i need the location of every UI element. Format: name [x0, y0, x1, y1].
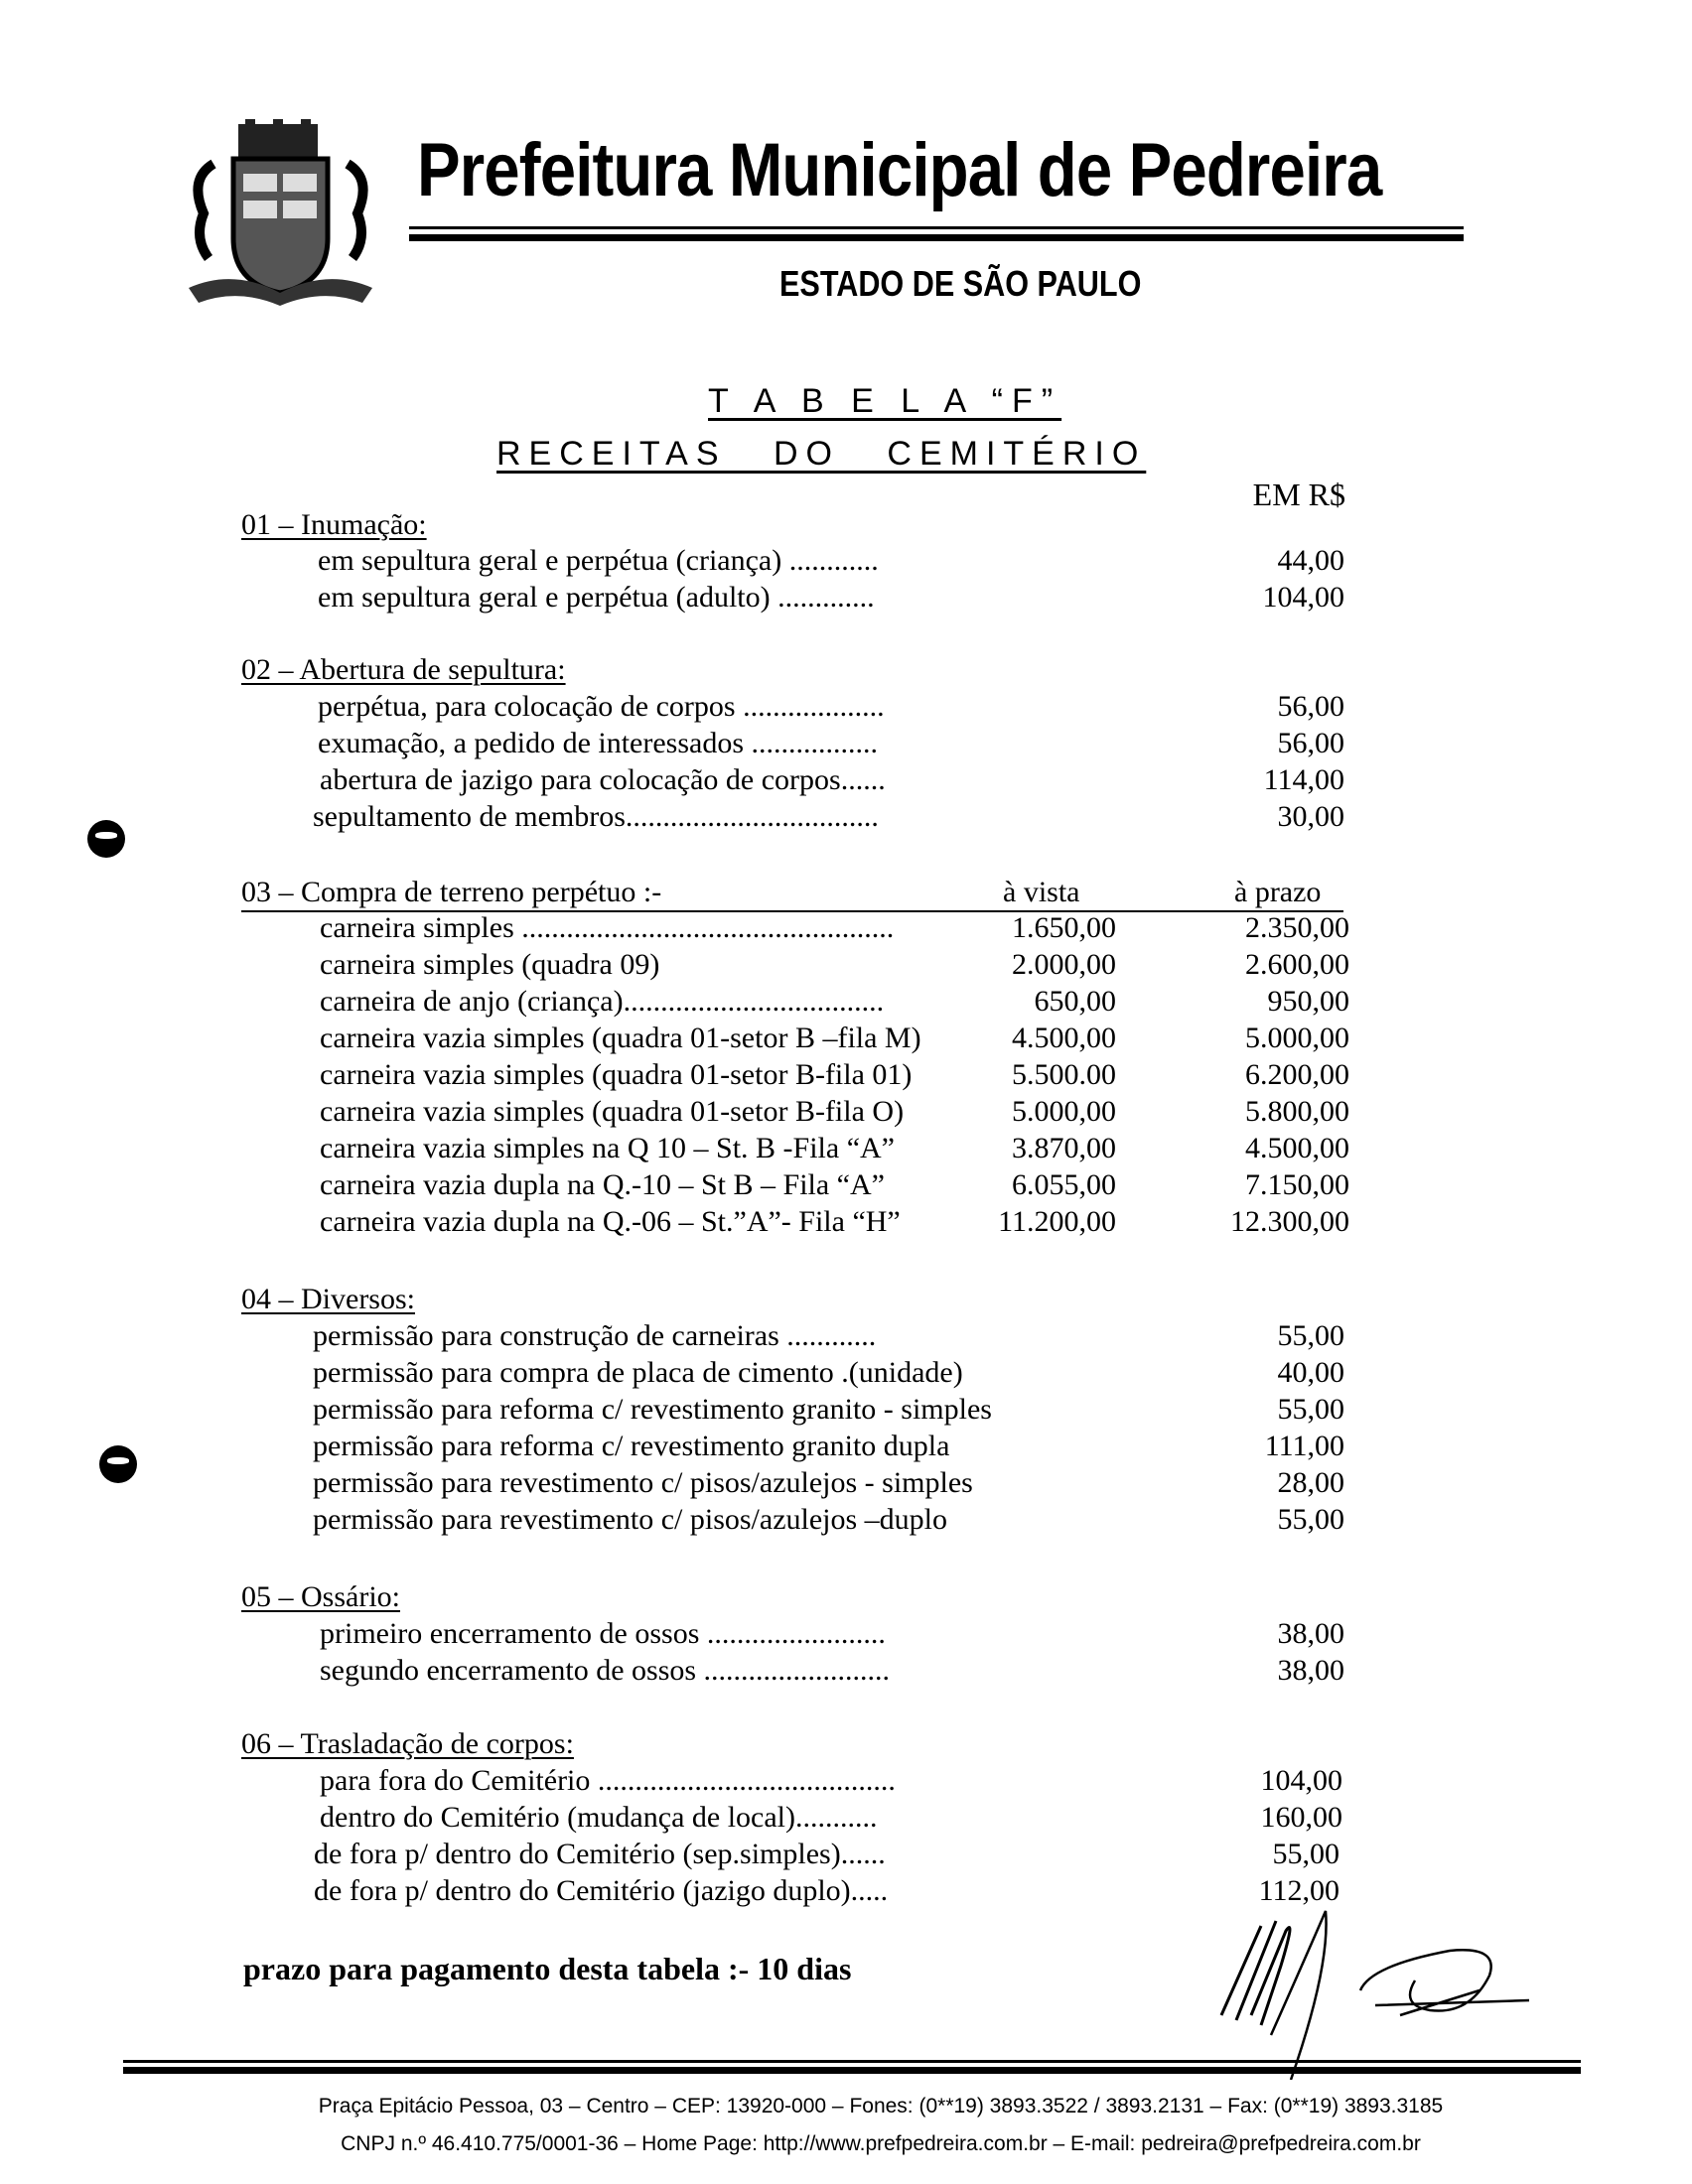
list-item: carneira vazia simples (quadra 01-setor B-fila 01) [320, 1058, 913, 1091]
list-item: em sepultura geral e perpétua (adulto) ............. [318, 581, 875, 614]
item-value-prazo: 950,00 [1267, 985, 1349, 1018]
item-value-prazo: 4.500,00 [1245, 1132, 1349, 1164]
item-value-prazo: 2.600,00 [1245, 948, 1349, 981]
section-heading-trasladacao: 06 – Trasladação de corpos: [241, 1727, 574, 1760]
item-value-vista: 4.500,00 [1012, 1022, 1116, 1054]
municipal-crest-icon [184, 119, 377, 308]
list-item: permissão para revestimento c/ pisos/azulejos - simples [313, 1466, 973, 1499]
list-item: primeiro encerramento de ossos ........................ [320, 1617, 886, 1650]
column-header-a-vista: à vista [1003, 876, 1080, 908]
list-item: para fora do Cemitério ........................................ [320, 1764, 896, 1797]
item-value: 104,00 [1260, 1764, 1342, 1797]
payment-deadline-note: prazo para pagamento desta tabela :- 10 dias [243, 1951, 852, 1986]
list-item: permissão para revestimento c/ pisos/azulejos –duplo [313, 1503, 948, 1536]
item-value: 38,00 [1277, 1654, 1344, 1687]
list-item: permissão para reforma c/ revestimento granito - simples [313, 1393, 992, 1426]
section-heading-diversos: 04 – Diversos: [241, 1283, 415, 1315]
column-header-a-prazo: à prazo [1234, 876, 1322, 908]
punch-hole-icon [99, 1445, 137, 1483]
section-heading-abertura: 02 – Abertura de sepultura: [241, 653, 566, 686]
section-heading-ossario: 05 – Ossário: [241, 1580, 400, 1613]
item-value: 160,00 [1260, 1801, 1342, 1834]
list-item: permissão para compra de placa de cimento .(unidade) [313, 1356, 963, 1389]
list-item: de fora p/ dentro do Cemitério (sep.simples)...... [314, 1838, 886, 1870]
list-item: exumação, a pedido de interessados ................. [318, 727, 879, 759]
item-value-vista: 3.870,00 [1012, 1132, 1116, 1164]
list-item: carneira vazia simples (quadra 01-setor B –fila M) [320, 1022, 921, 1054]
item-value: 55,00 [1277, 1319, 1344, 1352]
item-value-vista: 11.200,00 [998, 1205, 1116, 1238]
list-item: dentro do Cemitério (mudança de local)........... [320, 1801, 878, 1834]
list-item: carneira simples (quadra 09) [320, 948, 660, 981]
item-value-prazo: 12.300,00 [1230, 1205, 1349, 1238]
list-item: permissão para construção de carneiras ............ [313, 1319, 877, 1352]
list-item: de fora p/ dentro do Cemitério (jazigo duplo)..... [314, 1874, 889, 1907]
item-value-vista: 5.000,00 [1012, 1095, 1116, 1128]
item-value: 38,00 [1277, 1617, 1344, 1650]
list-item: carneira vazia simples (quadra 01-setor B-fila O) [320, 1095, 905, 1128]
header-divider [409, 226, 1464, 229]
item-value: 56,00 [1277, 690, 1344, 723]
currency-label: EM R$ [1252, 477, 1345, 512]
item-value-prazo: 5.800,00 [1245, 1095, 1349, 1128]
item-value: 30,00 [1277, 800, 1344, 833]
section-heading-inumacao: 01 – Inumação: [241, 508, 427, 541]
item-value-prazo: 6.200,00 [1245, 1058, 1349, 1091]
list-item: carneira vazia dupla na Q.-06 – St.”A”- Fila “H” [320, 1205, 901, 1238]
punch-hole-icon [87, 820, 125, 858]
item-value-vista: 6.055,00 [1012, 1168, 1116, 1201]
list-item: perpétua, para colocação de corpos ................... [318, 690, 885, 723]
item-value-vista: 1.650,00 [1012, 911, 1116, 944]
item-value-prazo: 7.150,00 [1245, 1168, 1349, 1201]
item-value: 55,00 [1272, 1838, 1340, 1870]
item-value: 112,00 [1258, 1874, 1340, 1907]
footer-divider-thick [123, 2067, 1581, 2074]
list-item: sepultamento de membros.................................. [313, 800, 879, 833]
page-title: Prefeitura Municipal de Pedreira [417, 128, 1382, 212]
item-value-prazo: 2.350,00 [1245, 911, 1349, 944]
table-heading: RECEITAS DO CEMITÉRIO [496, 435, 1147, 473]
header-divider-thick [409, 234, 1464, 241]
list-item: em sepultura geral e perpétua (criança) ............ [318, 544, 879, 577]
item-value-vista: 5.500.00 [1012, 1058, 1116, 1091]
footer-address: Praça Epitácio Pessoa, 03 – Centro – CEP: 13920-000 – Fones: (0**19) 3893.3522 / 3893.2131 – Fax: (0**19) 3893.3185 [318, 2095, 1444, 2117]
item-value-vista: 650,00 [1034, 985, 1116, 1018]
item-value: 56,00 [1277, 727, 1344, 759]
list-item: carneira vazia dupla na Q.-10 – St B – Fila “A” [320, 1168, 885, 1201]
item-value-vista: 2.000,00 [1012, 948, 1116, 981]
table-title: T A B E L A “F” [708, 382, 1062, 420]
list-item: abertura de jazigo para colocação de corpos...... [320, 763, 886, 796]
list-item: segundo encerramento de ossos ......................... [320, 1654, 891, 1687]
item-value: 111,00 [1264, 1430, 1344, 1462]
list-item: carneira vazia simples na Q 10 – St. B -Fila “A” [320, 1132, 895, 1164]
footer-divider [123, 2060, 1581, 2063]
list-item: carneira de anjo (criança)................................... [320, 985, 885, 1018]
state-subtitle: ESTADO DE SÃO PAULO [779, 263, 1142, 304]
section-heading-compra-terreno: 03 – Compra de terreno perpétuo :- [241, 876, 662, 908]
item-value: 55,00 [1277, 1393, 1344, 1426]
footer-contact: CNPJ n.º 46.410.775/0001-36 – Home Page: http://www.prefpedreira.com.br – E-mail: pedreira@prefpedreira.com.br [341, 2132, 1421, 2155]
list-item: permissão para reforma c/ revestimento granito dupla [313, 1430, 950, 1462]
item-value: 104,00 [1262, 581, 1344, 614]
list-item: carneira simples .................................................. [320, 911, 895, 944]
handwritten-signature-icon [1201, 1906, 1559, 2080]
item-value: 40,00 [1277, 1356, 1344, 1389]
item-value: 114,00 [1263, 763, 1344, 796]
item-value: 44,00 [1277, 544, 1344, 577]
item-value-prazo: 5.000,00 [1245, 1022, 1349, 1054]
item-value: 55,00 [1277, 1503, 1344, 1536]
item-value: 28,00 [1277, 1466, 1344, 1499]
